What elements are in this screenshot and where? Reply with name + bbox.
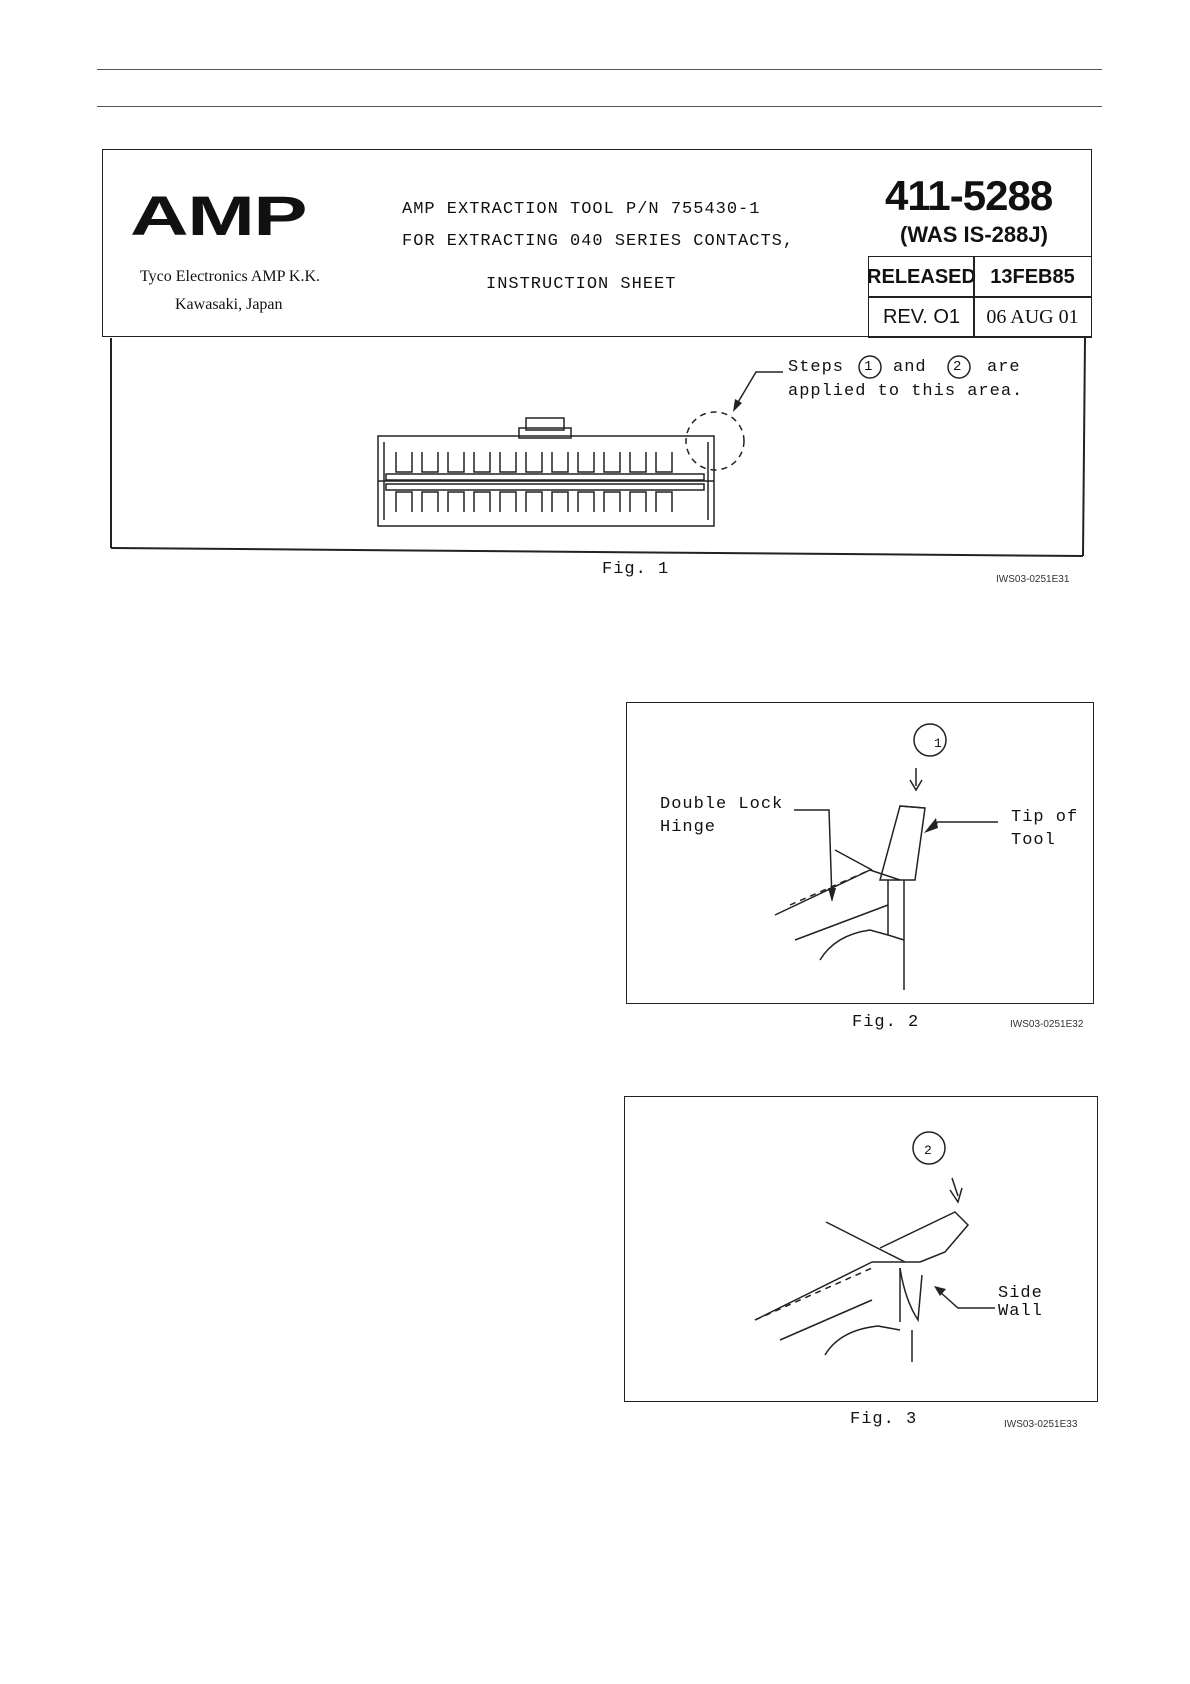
connector-cavity-upper	[630, 452, 646, 472]
fig1-note-step1: 1	[864, 359, 874, 375]
title-line-2: FOR EXTRACTING 040 SERIES CONTACTS,	[402, 232, 795, 251]
connector-cavity-upper	[526, 452, 542, 472]
released-date: 13FEB85	[990, 265, 1075, 288]
connector-cavity-lower	[630, 492, 646, 512]
fig1-code: IWS03-0251E31	[996, 574, 1070, 585]
fig2-caption: Fig. 2	[852, 1013, 920, 1032]
connector-cavity-lower	[448, 492, 464, 512]
revision-date: 06 AUG 01	[986, 305, 1079, 328]
connector-cavity-upper	[448, 452, 464, 472]
fig2-label-hinge-2: Hinge	[660, 818, 717, 837]
connector-cavity-lower	[604, 492, 620, 512]
connector-cavity-lower	[422, 492, 438, 512]
fig3-step-number: 2	[924, 1143, 933, 1158]
title-line-3: INSTRUCTION SHEET	[486, 275, 677, 294]
released-date-cell	[973, 256, 1092, 298]
connector-cavity-upper	[656, 452, 672, 472]
connector-cavity-upper	[500, 452, 516, 472]
connector-cavity-upper	[422, 452, 438, 472]
fig1-leader-line	[737, 372, 783, 404]
revision-date-cell	[973, 296, 1092, 338]
fig3-label-side: Side	[998, 1284, 1043, 1303]
connector-housing	[378, 418, 714, 526]
connector-cavity-upper	[474, 452, 490, 472]
revision-label-cell	[868, 296, 975, 338]
connector-cavity-lower	[474, 492, 490, 512]
revision-label: REV. O1	[882, 305, 961, 328]
fig2-label-hinge-1: Double Lock	[660, 795, 784, 814]
fig2-label-tip-1: Tip of	[1011, 808, 1079, 827]
fig2-step-number: 1	[934, 736, 943, 751]
connector-cavity-upper	[604, 452, 620, 472]
fig1-note-are: are	[987, 358, 1021, 377]
fig1-caption: Fig. 1	[602, 560, 670, 579]
connector-cavity-lower	[552, 492, 568, 512]
connector-cavity-lower	[396, 492, 412, 512]
document-number: 411-5288	[885, 172, 1053, 219]
fig2-frame	[626, 702, 1094, 1004]
fig3-frame	[624, 1096, 1098, 1402]
connector-cavity-lower	[578, 492, 594, 512]
fig2-code: IWS03-0251E32	[1010, 1019, 1084, 1030]
connector-cavity-lower	[500, 492, 516, 512]
fig3-label-wall: Wall	[998, 1302, 1043, 1321]
fig1-note-steps: Steps	[788, 358, 845, 377]
previous-document-number: (WAS IS-288J)	[900, 222, 1048, 247]
fig3-code: IWS03-0251E33	[1004, 1419, 1078, 1430]
released-label: RELEASED	[867, 265, 976, 288]
connector-cavity-upper	[396, 452, 412, 472]
fig1-note-and: and	[893, 358, 927, 377]
connector-cavity-lower	[656, 492, 672, 512]
fig1-note-line2: applied to this area.	[788, 382, 1024, 401]
fig2-label-tip-2: Tool	[1011, 831, 1056, 850]
fig3-caption: Fig. 3	[850, 1410, 918, 1429]
company-name: Tyco Electronics AMP K.K.	[140, 268, 321, 285]
title-line-1: AMP EXTRACTION TOOL P/N 755430-1	[402, 200, 761, 219]
fig1-leader-arrowhead	[733, 399, 742, 412]
company-location: Kawasaki, Japan	[175, 296, 283, 313]
connector-cavity-upper	[578, 452, 594, 472]
connector-cavity-lower	[526, 492, 542, 512]
top-rule	[97, 69, 1102, 70]
fig1-focus-circle	[686, 412, 744, 470]
released-label-cell	[868, 256, 975, 298]
fig1-frame-bottom	[111, 548, 1083, 556]
fig1-frame-right	[1083, 338, 1085, 556]
header-rule	[97, 106, 1102, 107]
connector-cavity-upper	[552, 452, 568, 472]
fig1-note-step2: 2	[953, 359, 963, 375]
amp-logo: AMP	[130, 184, 307, 247]
